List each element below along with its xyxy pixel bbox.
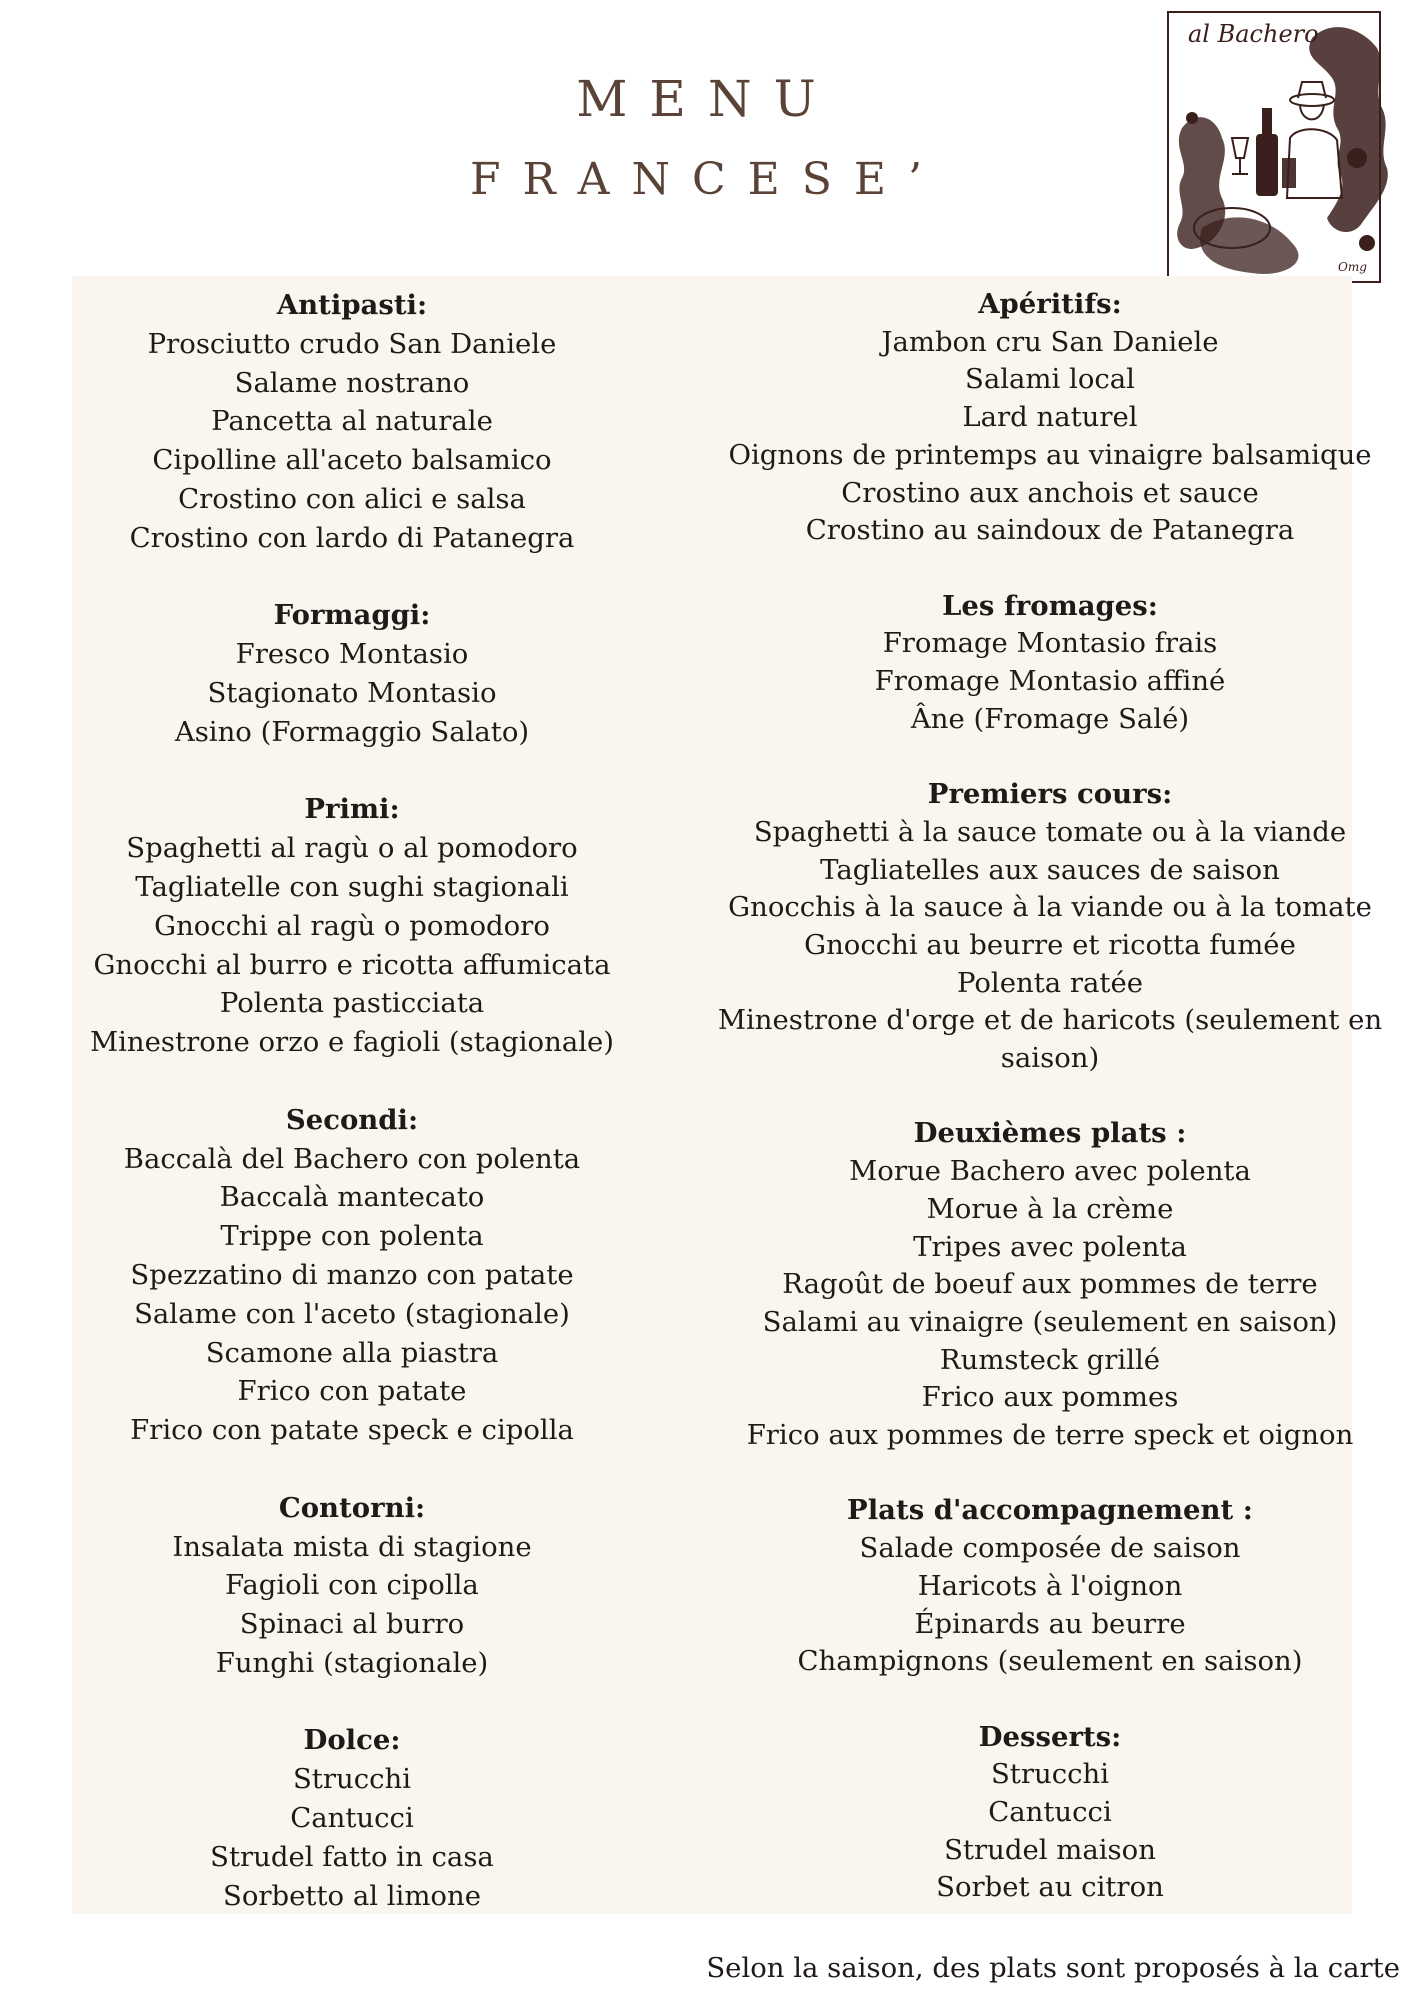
menu-item: Stagionato Montasio	[207, 676, 497, 709]
menu-section	[700, 1719, 1400, 1908]
menu-item: Salame con l'aceto (stagionale)	[134, 1297, 570, 1330]
section-heading: Apéritifs:	[978, 288, 1122, 320]
section-heading: Contorni:	[278, 1491, 426, 1524]
menu-item: Polenta pasticciata	[219, 987, 485, 1020]
menu-item: Champignons (seulement en saison)	[797, 1645, 1303, 1678]
menu-item: Gnocchi al ragù o pomodoro	[154, 909, 550, 942]
logo-text: al Bachero	[1188, 20, 1319, 48]
menu-item: Tagliatelle con sughi stagionali	[135, 870, 569, 903]
section-heading: Plats d'accompagnement :	[847, 1494, 1253, 1527]
logo-signature: Omg	[1338, 260, 1367, 274]
menu-item: Salame nostrano	[234, 366, 470, 399]
menu-item: Cantucci	[988, 1796, 1112, 1829]
menu-item: Rumsteck grillé	[939, 1343, 1161, 1376]
menu-item: Strucchi	[292, 1763, 412, 1796]
french-menu-column	[700, 286, 1400, 1945]
menu-item: Frico con patate	[237, 1375, 467, 1408]
menu-item: Cipolline all'aceto balsamico	[152, 444, 552, 477]
menu-item: Salade composée de saison	[859, 1532, 1241, 1565]
menu-item: Baccalà mantecato	[219, 1181, 485, 1214]
section-heading: Deuxièmes plats :	[913, 1117, 1187, 1150]
menu-item: Frico con patate speck e cipolla	[130, 1414, 574, 1447]
menu-item: Asino (Formaggio Salato)	[174, 715, 530, 748]
restaurant-logo-illustration-icon	[1162, 8, 1394, 286]
menu-item: Cantucci	[290, 1802, 414, 1835]
section-heading: Antipasti:	[276, 289, 428, 321]
menu-item: Pancetta al naturale	[211, 405, 493, 438]
menu-item: Scamone alla piastra	[205, 1336, 499, 1369]
italian-menu-column	[72, 286, 632, 1954]
menu-item: Crostino con lardo di Patanegra	[129, 521, 575, 554]
menu-item: Spaghetti à la sauce tomate ou à la viande	[753, 815, 1347, 848]
menu-item: Spezzatino di manzo con patate	[130, 1258, 574, 1291]
menu-item: Âne (Fromage Salé)	[910, 702, 1190, 735]
menu-item: Salami au vinaigre (seulement en saison)	[762, 1305, 1338, 1338]
menu-section	[700, 1115, 1400, 1454]
menu-item: Sorbet au citron	[936, 1871, 1164, 1904]
menu-item: Baccalà del Bachero con polenta	[123, 1142, 581, 1175]
menu-item: Spinaci al burro	[239, 1608, 465, 1641]
season-note: Selon la saison, des plats sont proposés à la carte	[706, 1952, 1400, 1984]
menu-item: Strucchi	[990, 1758, 1110, 1791]
menu-section	[700, 286, 1400, 550]
section-heading: Premiers cours:	[927, 778, 1173, 811]
menu-item: Ragoût de boeuf aux pommes de terre	[782, 1268, 1318, 1301]
menu-item: Fresco Montasio	[235, 638, 469, 671]
section-heading: Dolce:	[303, 1724, 401, 1757]
menu-item: Funghi (stagionale)	[215, 1646, 489, 1679]
menu-section	[72, 596, 632, 751]
menu-item: Gnocchi au beurre et ricotta fumée	[804, 928, 1296, 961]
menu-item: Haricots à l'oignon	[917, 1569, 1183, 1602]
menu-item: Trippe con polenta	[220, 1220, 484, 1253]
menu-item: Gnocchis à la sauce à la viande ou à la tomate	[728, 891, 1372, 924]
menu-section	[700, 776, 1400, 1078]
menu-item: Gnocchi al burro e ricotta affumicata	[93, 948, 611, 981]
menu-item: Morue Bachero avec polenta	[849, 1155, 1251, 1188]
menu-item: Tagliatelles aux sauces de saison	[820, 853, 1280, 886]
menu-item: Strudel maison	[944, 1833, 1156, 1866]
menu-item: Épinards au beurre	[914, 1607, 1186, 1640]
section-heading: Desserts:	[978, 1720, 1122, 1753]
menu-item: Strudel fatto in casa	[210, 1840, 494, 1873]
menu-item: Oignons de printemps au vinaigre balsamique	[728, 438, 1372, 471]
menu-section	[72, 1489, 632, 1683]
menu-item: Salami local	[965, 363, 1135, 396]
menu-title-line1: MENU	[576, 70, 838, 128]
menu-item: Crostino con alici e salsa	[178, 482, 526, 515]
menu-section	[72, 286, 632, 558]
menu-section	[72, 1721, 632, 1915]
menu-item: Spaghetti al ragù o al pomodoro	[126, 832, 578, 865]
menu-item: Fagioli con cipolla	[225, 1569, 479, 1602]
menu-section	[72, 1101, 632, 1450]
menu-item: Minestrone d'orge et de haricots (seulement en saison)	[717, 1004, 1383, 1075]
menu-title-line2: FRANCESE’	[470, 154, 944, 205]
menu-item: Jambon cru San Daniele	[881, 325, 1219, 358]
section-heading: Formaggi:	[273, 599, 431, 632]
menu-section	[72, 790, 632, 1062]
menu-item: Fromage Montasio affiné	[874, 665, 1226, 698]
menu-item: Insalata mista di stagione	[172, 1530, 532, 1563]
menu-item: Fromage Montasio frais	[882, 627, 1218, 660]
menu-item: Prosciutto crudo San Daniele	[147, 327, 557, 360]
menu-section	[700, 1492, 1400, 1681]
section-heading: Primi:	[304, 793, 400, 826]
menu-section	[700, 588, 1400, 739]
menu-item: Frico aux pommes de terre speck et oignon	[746, 1419, 1354, 1452]
menu-item: Frico aux pommes	[921, 1381, 1179, 1414]
menu-item: Tripes avec polenta	[913, 1230, 1187, 1263]
menu-item: Crostino aux anchois et sauce	[841, 476, 1259, 509]
section-heading: Les fromages:	[942, 589, 1158, 622]
menu-item: Morue à la crème	[926, 1192, 1174, 1225]
menu-item: Crostino au saindoux de Patanegra	[805, 514, 1295, 547]
menu-item: Minestrone orzo e fagioli (stagionale)	[89, 1026, 615, 1059]
menu-item: Lard naturel	[962, 401, 1138, 434]
section-heading: Secondi:	[285, 1103, 419, 1136]
menu-item: Sorbetto al limone	[223, 1879, 481, 1912]
menu-item: Polenta ratée	[956, 966, 1144, 999]
